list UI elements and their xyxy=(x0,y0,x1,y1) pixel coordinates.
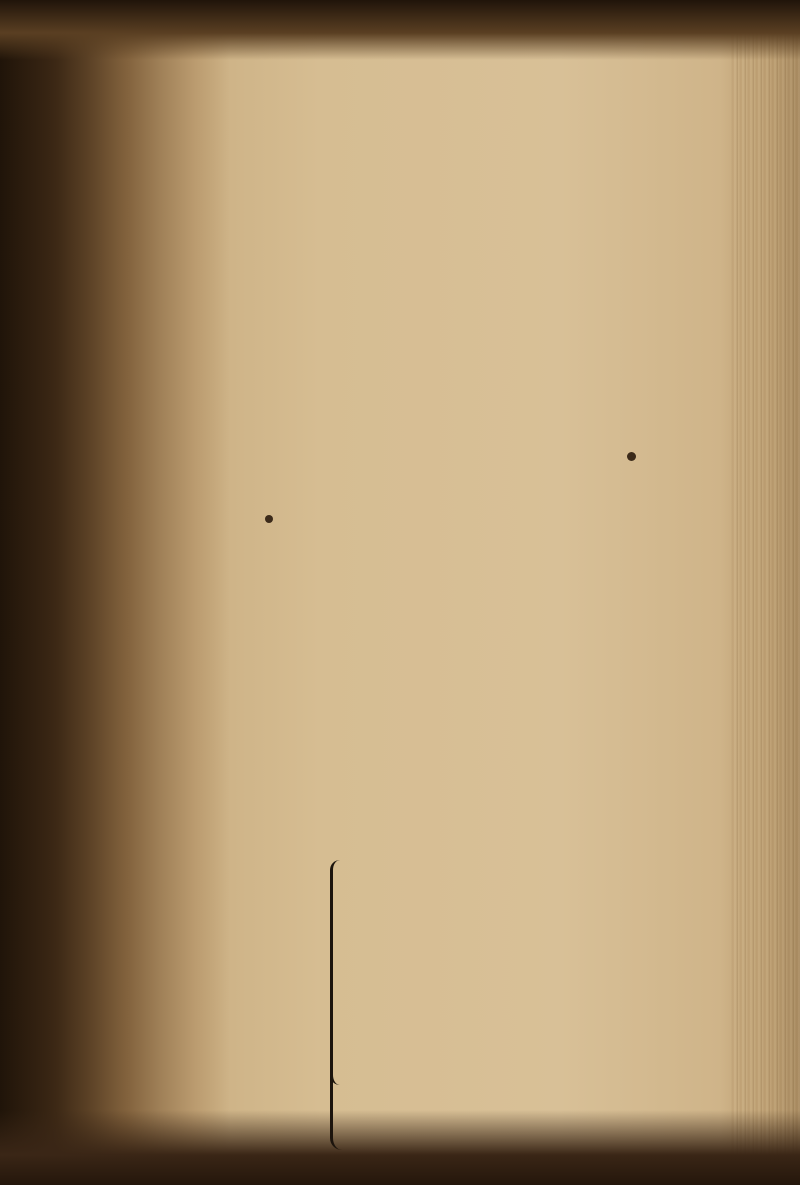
page-edge xyxy=(730,0,800,1185)
ink-speck xyxy=(265,515,273,523)
bracket xyxy=(330,1025,349,1150)
top-shadow xyxy=(0,0,800,60)
ink-speck xyxy=(627,452,636,461)
page-gutter xyxy=(0,0,230,1185)
bottom-shadow xyxy=(0,1110,800,1185)
